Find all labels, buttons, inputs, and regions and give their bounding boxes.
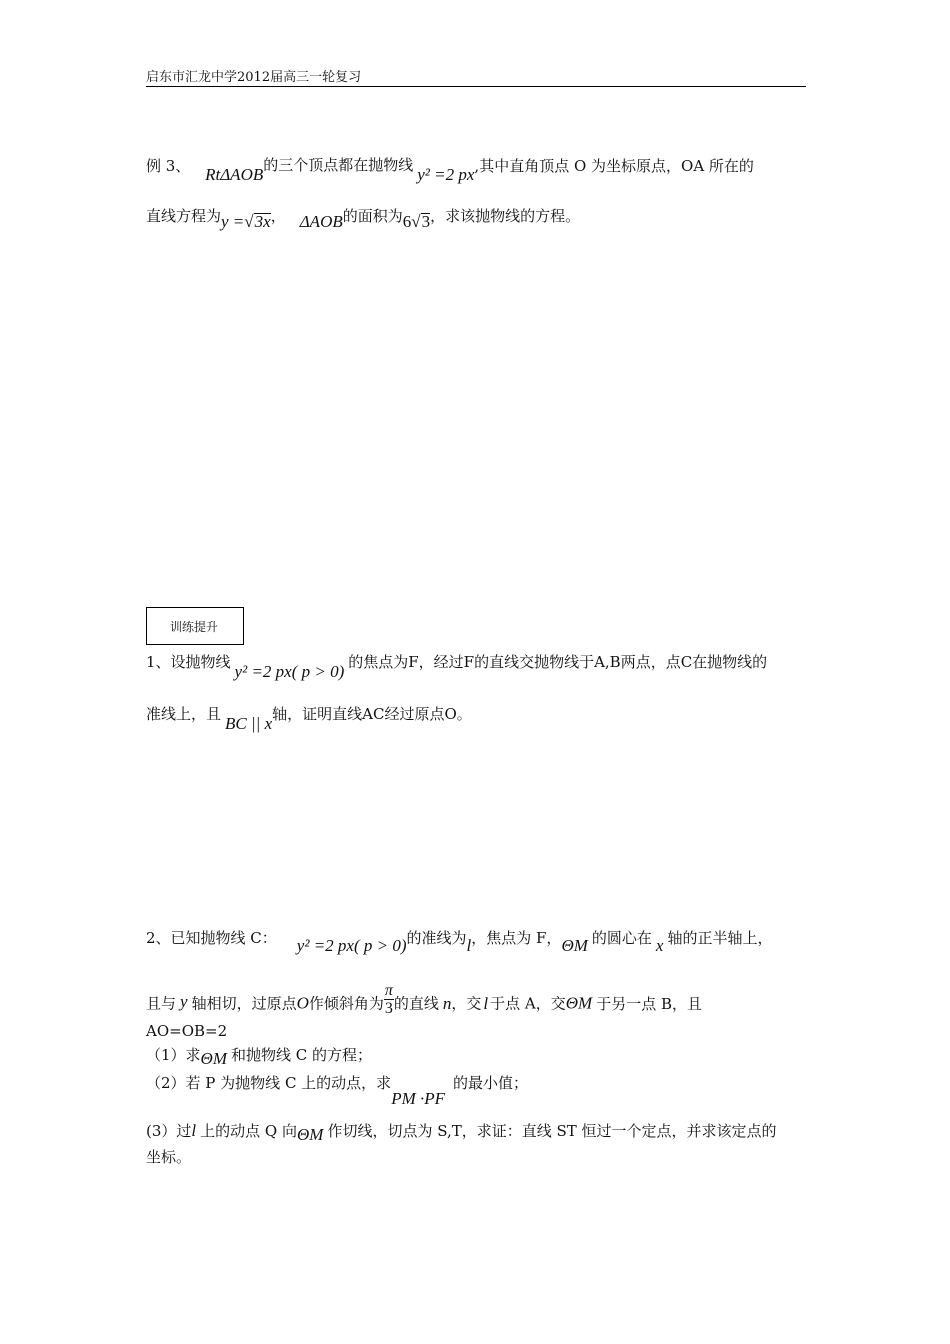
example3-area-a: 6 — [402, 212, 412, 231]
example3-text2: ,其中直角顶点 O 为坐标原点，OA 所在的 — [474, 157, 754, 175]
problem2-text2: ，焦点为 F， — [471, 929, 562, 947]
problem2-x: x — [655, 936, 664, 955]
problem1-text3: 轴，证明直线AC经过原点O。 — [272, 705, 472, 723]
problem2-q2-text-b: 的最小值； — [453, 1074, 529, 1092]
problem2-q3 — [146, 1121, 777, 1144]
problem2-text9: ，交 — [451, 994, 482, 1013]
problem1-line2 — [146, 704, 472, 733]
problem2-q1-text-b: 和抛物线 C 的方程； — [231, 1046, 373, 1064]
example3-text4: ， — [270, 207, 286, 225]
problem1-parallel-eq: BC || x — [225, 714, 273, 733]
example3-text3: 直线方程为 — [146, 207, 222, 225]
problem2-q3-circle: ΘM — [296, 1125, 324, 1144]
problem2-q1-circle: ΘM — [200, 1049, 227, 1068]
problem2-line-n: n — [442, 993, 452, 1013]
example3-line-eq-a: y = — [221, 212, 245, 231]
problem2-parabola-eq: y² =2 px( p > 0) — [296, 936, 407, 955]
example3-line2: 直线方程为y =√3x， ΔAOB的面积为6√3，求该抛物线的方程。 — [146, 207, 581, 231]
problem2-text11: 于另一点 B，且 — [596, 994, 703, 1013]
example3-line1 — [146, 156, 754, 184]
problem2-origin: O — [296, 993, 309, 1013]
problem2-y: y — [180, 991, 188, 1011]
problem2-text10: 于点 A，交 — [490, 994, 566, 1013]
problem2-text5: 且与 — [146, 994, 177, 1013]
problem1-line1 — [146, 652, 768, 681]
fraction-numerator: π — [384, 982, 393, 999]
example3-text1: 的三个顶点都在抛物线 — [263, 156, 414, 174]
example3-line-eq-b: 3x — [254, 212, 271, 231]
problem2-q3-directrix: l — [191, 1121, 197, 1140]
problem2-q3-text-c: 作切线，切点为 S,T，求证：直线 ST 恒过一个定点，并求该定点的 — [327, 1122, 777, 1140]
problem2-text7: 作倾斜角为 — [308, 994, 384, 1013]
problem2-q2-dot-product: PM ·PF — [391, 1089, 446, 1108]
header-rule — [146, 86, 806, 87]
problem2-text1: 的准线为 — [406, 929, 467, 947]
problem1-text2: 准线上，且 — [146, 705, 222, 723]
problem2-number: 2、已知抛物线 C： — [146, 929, 277, 947]
problem2-angle-fraction — [384, 983, 394, 1018]
example3-text5: 的面积为 — [342, 207, 403, 225]
problem2-q3-text-a: (3）过 — [146, 1122, 192, 1140]
problem2-q3-text-b: 上的动点 Q 向 — [200, 1122, 297, 1140]
training-box-label: 训练提升 — [170, 620, 219, 634]
problem2-line2 — [146, 982, 703, 1022]
problem2-q2-text-a: （2）若 P 为抛物线 C 上的动点，求 — [146, 1074, 392, 1092]
problem2-q2 — [146, 1073, 529, 1108]
problem2-text4: 轴的正半轴上， — [667, 929, 773, 947]
fraction-denominator: 3 — [384, 1000, 393, 1017]
problem1-parabola-eq: y² =2 px( p > 0) — [234, 662, 345, 681]
example3-parabola-eq: y² =2 px — [417, 165, 475, 184]
problem2-directrix2: l — [483, 993, 489, 1013]
example3-area-b: 3 — [421, 212, 431, 231]
problem2-q1 — [146, 1045, 373, 1068]
example3-label: 例 3、 — [146, 157, 191, 175]
problem2-text6: 轴相切，过原点 — [191, 994, 297, 1013]
problem2-line3: AO=OB=2 — [146, 1022, 228, 1040]
problem2-q1-text-a: （1）求 — [146, 1046, 201, 1064]
problem2-directrix: l — [466, 936, 472, 955]
problem1-number: 1、设抛物线 — [146, 653, 231, 671]
example3-text6: ，求该抛物线的方程。 — [430, 207, 581, 225]
problem2-circle1: ΘM — [561, 936, 588, 955]
example3-triangle: RtΔAOB — [205, 165, 264, 184]
example3-triangle2: ΔAOB — [299, 212, 343, 231]
problem2-q3-line2: 坐标。 — [146, 1148, 192, 1166]
problem2-text3: 的圆心在 — [591, 929, 652, 947]
problem2-circle2: ΘM — [565, 993, 593, 1013]
problem1-text1: 的焦点为F，经过F的直线交抛物线于A,B两点，点C在抛物线的 — [348, 653, 768, 671]
problem2-line1 — [146, 928, 773, 955]
page-header: 启东市汇龙中学2012届高三一轮复习 — [146, 70, 362, 85]
problem2-text8: 的直线 — [393, 994, 439, 1013]
